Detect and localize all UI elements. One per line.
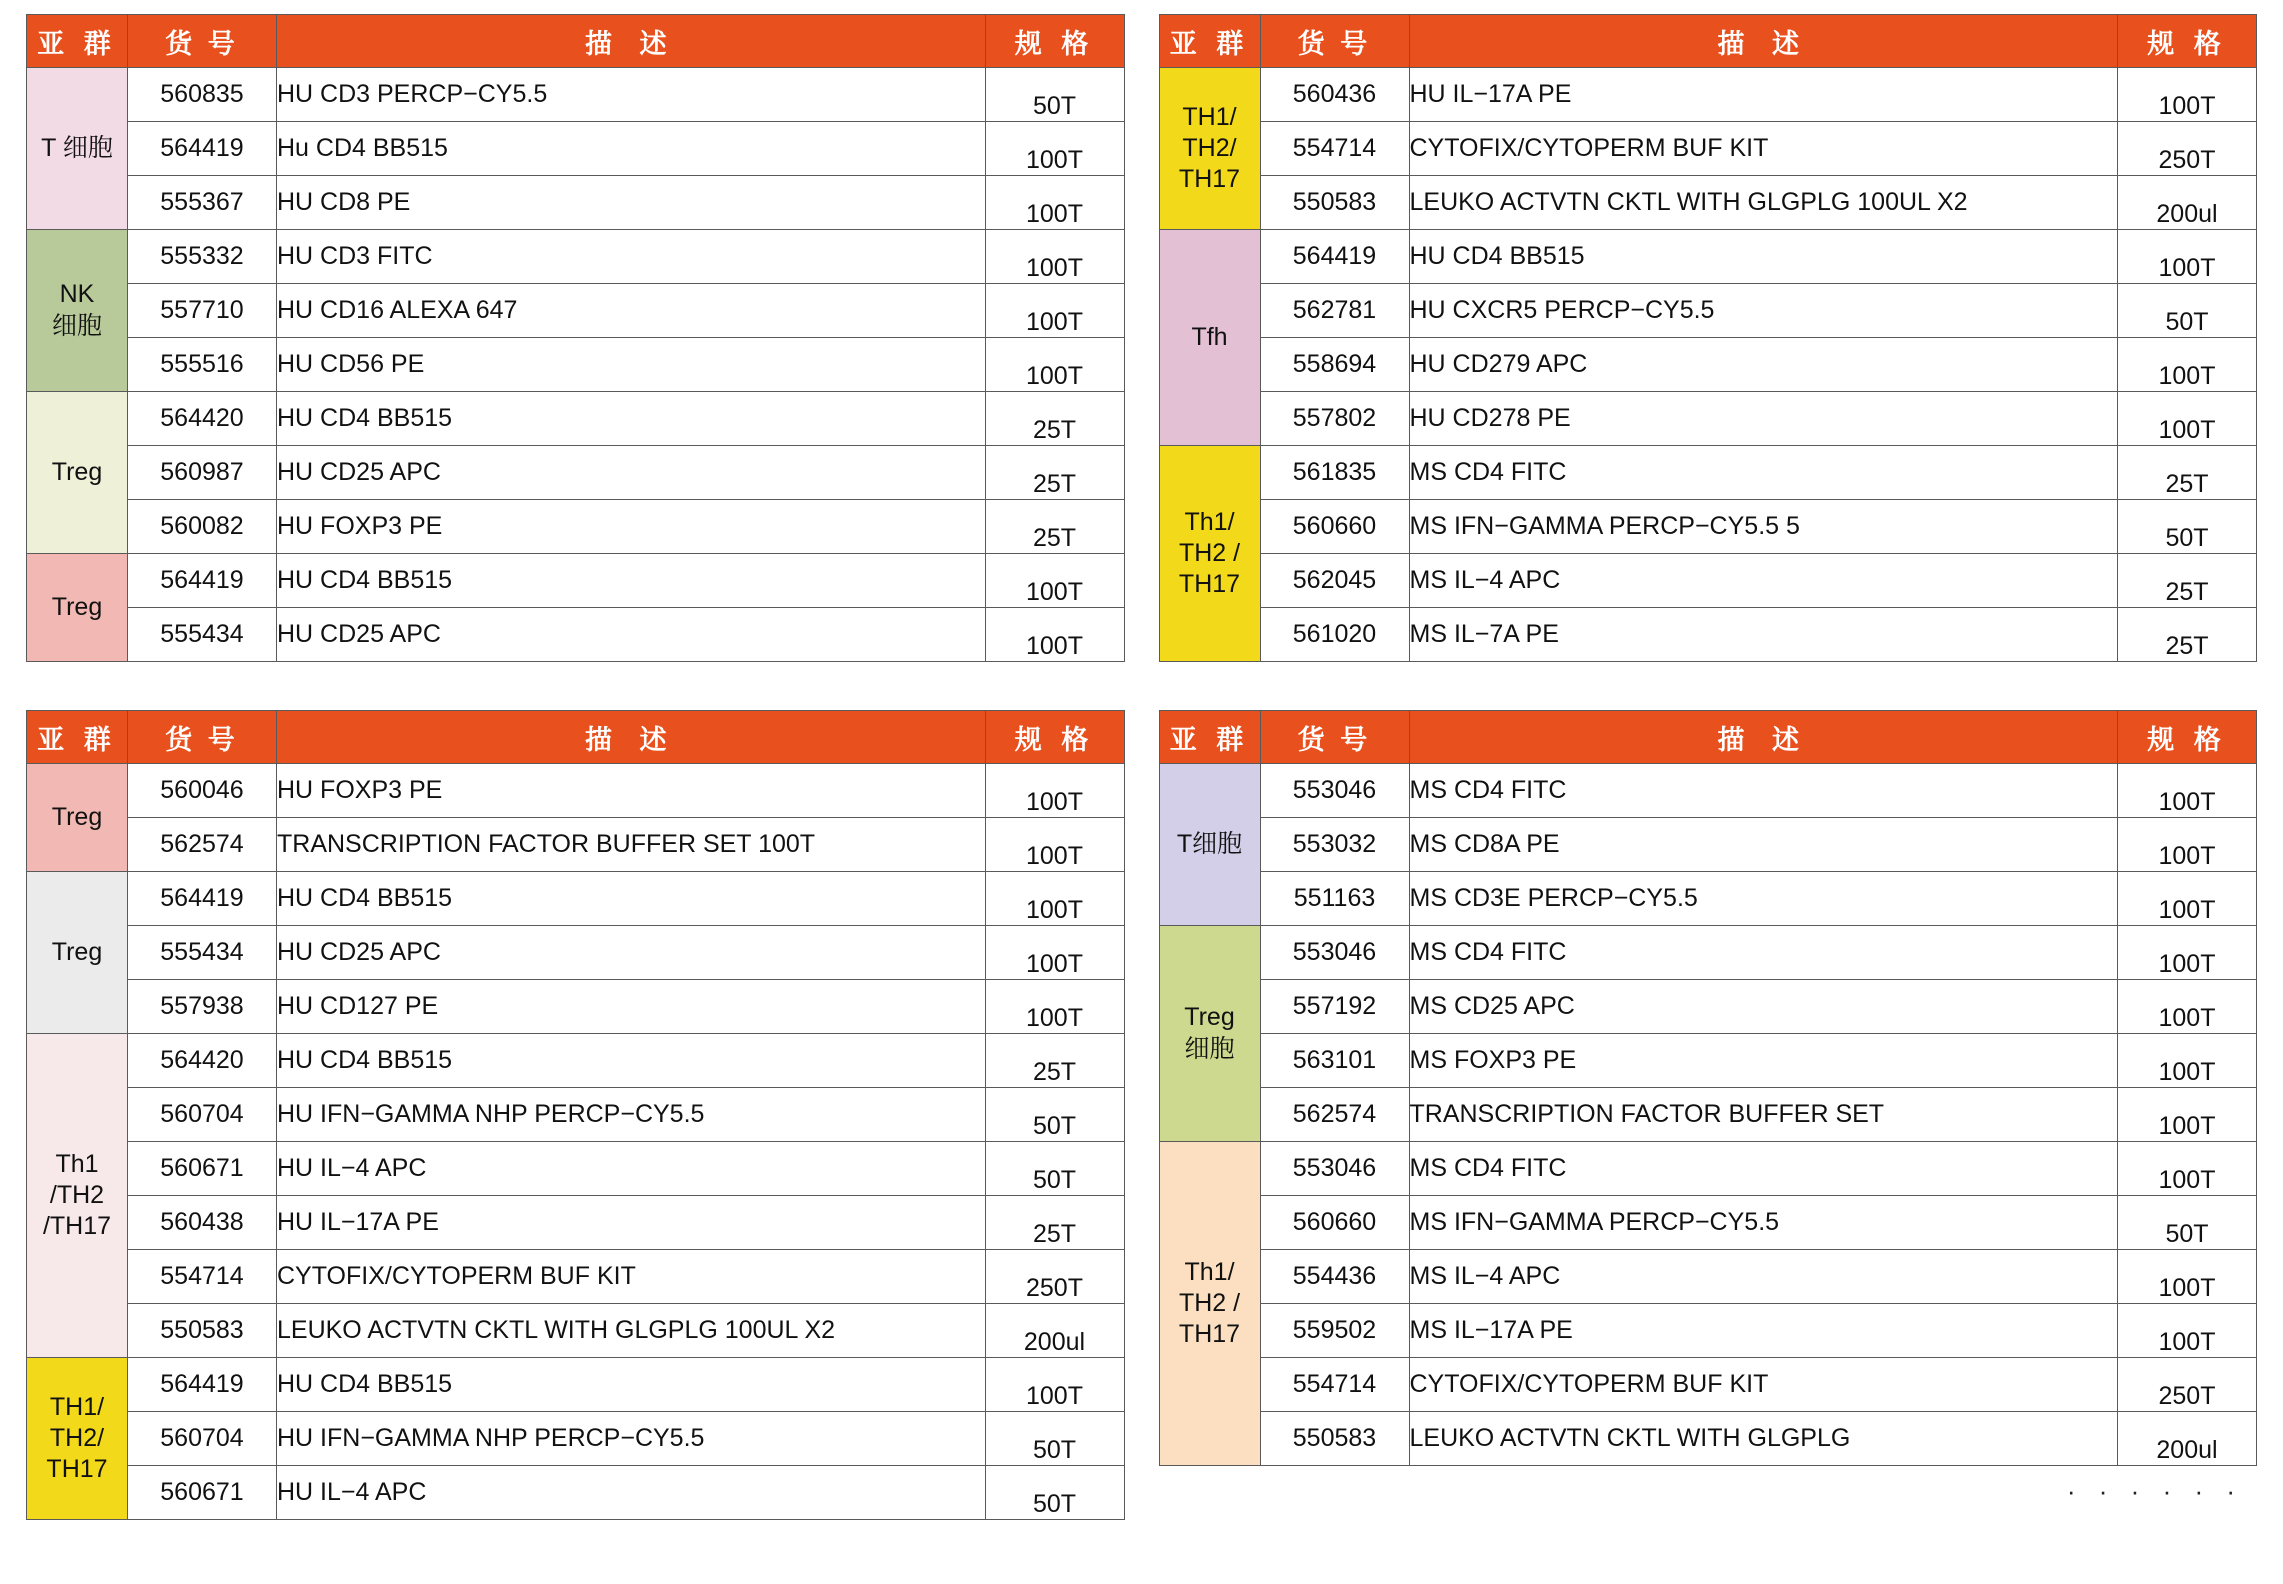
description-cell: MS IL−4 APC bbox=[1409, 1250, 2118, 1304]
catalog-cell: 555434 bbox=[128, 926, 277, 980]
catalog-cell: 554714 bbox=[1260, 122, 1409, 176]
catalog-cell: 560671 bbox=[128, 1466, 277, 1520]
description-cell: HU CD16 ALEXA 647 bbox=[277, 284, 986, 338]
table-row bbox=[27, 554, 1125, 608]
table-row bbox=[27, 764, 1125, 818]
column-header-group: 亚 群 bbox=[1159, 15, 1260, 68]
table-row bbox=[27, 608, 1125, 662]
table-row bbox=[1159, 392, 2257, 446]
table-row bbox=[27, 1304, 1125, 1358]
spec-cell: 200ul bbox=[985, 1304, 1124, 1358]
table-row bbox=[1159, 1250, 2257, 1304]
column-header-spec: 规 格 bbox=[2118, 711, 2257, 764]
description-cell: HU CD3 PERCP−CY5.5 bbox=[277, 68, 986, 122]
description-cell: MS CD4 FITC bbox=[1409, 764, 2118, 818]
catalog-cell: 562574 bbox=[1260, 1088, 1409, 1142]
group-cell: Tfh bbox=[1159, 230, 1260, 446]
table-row bbox=[1159, 338, 2257, 392]
catalog-cell: 553046 bbox=[1260, 1142, 1409, 1196]
table-row bbox=[27, 1250, 1125, 1304]
catalog-cell: 561020 bbox=[1260, 608, 1409, 662]
table-row bbox=[1159, 1412, 2257, 1466]
description-cell: HU CD4 BB515 bbox=[277, 1358, 986, 1412]
table-row bbox=[27, 1142, 1125, 1196]
table-row bbox=[1159, 176, 2257, 230]
table-row bbox=[27, 1412, 1125, 1466]
table-row bbox=[27, 122, 1125, 176]
spec-cell: 25T bbox=[985, 1034, 1124, 1088]
description-cell: MS CD4 FITC bbox=[1409, 926, 2118, 980]
group-cell: NK 细胞 bbox=[27, 230, 128, 392]
group-cell: T 细胞 bbox=[27, 68, 128, 230]
catalog-cell: 550583 bbox=[1260, 1412, 1409, 1466]
description-cell: HU FOXP3 PE bbox=[277, 764, 986, 818]
spec-cell: 50T bbox=[2118, 500, 2257, 554]
description-cell: HU FOXP3 PE bbox=[277, 500, 986, 554]
catalog-cell: 564420 bbox=[128, 392, 277, 446]
catalog-cell: 551163 bbox=[1260, 872, 1409, 926]
catalog-cell: 564419 bbox=[128, 554, 277, 608]
catalog-cell: 557938 bbox=[128, 980, 277, 1034]
catalog-cell: 553032 bbox=[1260, 818, 1409, 872]
catalog-cell: 560438 bbox=[128, 1196, 277, 1250]
description-cell: CYTOFIX/CYTOPERM BUF KIT bbox=[1409, 1358, 2118, 1412]
description-cell: HU CXCR5 PERCP−CY5.5 bbox=[1409, 284, 2118, 338]
spec-cell: 100T bbox=[2118, 818, 2257, 872]
catalog-cell: 557192 bbox=[1260, 980, 1409, 1034]
reagent-table bbox=[26, 14, 1125, 662]
catalog-cell: 564419 bbox=[128, 1358, 277, 1412]
spec-cell: 25T bbox=[2118, 608, 2257, 662]
catalog-cell: 557802 bbox=[1260, 392, 1409, 446]
catalog-cell: 564420 bbox=[128, 1034, 277, 1088]
catalog-cell: 561835 bbox=[1260, 446, 1409, 500]
catalog-cell: 555516 bbox=[128, 338, 277, 392]
spec-cell: 25T bbox=[985, 392, 1124, 446]
catalog-cell: 560704 bbox=[128, 1412, 277, 1466]
description-cell: HU CD4 BB515 bbox=[1409, 230, 2118, 284]
spec-cell: 100T bbox=[985, 338, 1124, 392]
spec-cell: 250T bbox=[2118, 1358, 2257, 1412]
spec-cell: 100T bbox=[985, 122, 1124, 176]
table-row bbox=[1159, 446, 2257, 500]
column-header-description: 描 述 bbox=[277, 711, 986, 764]
table-row bbox=[27, 1034, 1125, 1088]
group-cell: Treg bbox=[27, 554, 128, 662]
column-header-catalog: 货 号 bbox=[1260, 711, 1409, 764]
spec-cell: 100T bbox=[985, 980, 1124, 1034]
table-row bbox=[27, 1088, 1125, 1142]
spec-cell: 100T bbox=[2118, 1142, 2257, 1196]
group-cell: Th1/ TH2 / TH17 bbox=[1159, 1142, 1260, 1466]
description-cell: HU IFN−GAMMA NHP PERCP−CY5.5 bbox=[277, 1088, 986, 1142]
spec-cell: 25T bbox=[985, 446, 1124, 500]
table-row bbox=[27, 1196, 1125, 1250]
catalog-cell: 564419 bbox=[128, 122, 277, 176]
spec-cell: 100T bbox=[2118, 764, 2257, 818]
table-row bbox=[1159, 68, 2257, 122]
column-header-spec: 规 格 bbox=[985, 711, 1124, 764]
catalog-cell: 562574 bbox=[128, 818, 277, 872]
group-cell: Th1/ TH2 / TH17 bbox=[1159, 446, 1260, 662]
table-row bbox=[1159, 230, 2257, 284]
table-row bbox=[27, 500, 1125, 554]
catalog-cell: 560082 bbox=[128, 500, 277, 554]
column-header-group: 亚 群 bbox=[27, 711, 128, 764]
description-cell: MS IL−4 APC bbox=[1409, 554, 2118, 608]
spec-cell: 50T bbox=[2118, 1196, 2257, 1250]
table-block-bottom-left bbox=[26, 710, 1125, 1520]
continuation-dots: · · · · · · bbox=[2066, 1476, 2243, 1506]
table-block-top-right bbox=[1159, 14, 2258, 662]
spec-cell: 100T bbox=[985, 284, 1124, 338]
description-cell: HU IFN−GAMMA NHP PERCP−CY5.5 bbox=[277, 1412, 986, 1466]
catalog-cell: 560987 bbox=[128, 446, 277, 500]
description-cell: HU CD278 PE bbox=[1409, 392, 2118, 446]
spec-cell: 100T bbox=[2118, 1088, 2257, 1142]
description-cell: LEUKO ACTVTN CKTL WITH GLGPLG 100UL X2 bbox=[1409, 176, 2118, 230]
table-row bbox=[27, 872, 1125, 926]
catalog-cell: 560704 bbox=[128, 1088, 277, 1142]
table-row bbox=[27, 392, 1125, 446]
table-row bbox=[1159, 1304, 2257, 1358]
spec-cell: 100T bbox=[2118, 980, 2257, 1034]
group-cell: Treg bbox=[27, 872, 128, 1034]
spec-cell: 100T bbox=[2118, 230, 2257, 284]
group-cell: Th1 /TH2 /TH17 bbox=[27, 1034, 128, 1358]
spec-cell: 100T bbox=[2118, 338, 2257, 392]
column-header-description: 描 述 bbox=[1409, 15, 2118, 68]
table-row bbox=[1159, 1196, 2257, 1250]
description-cell: HU CD4 BB515 bbox=[277, 1034, 986, 1088]
description-cell: MS IL−17A PE bbox=[1409, 1304, 2118, 1358]
catalog-cell: 550583 bbox=[1260, 176, 1409, 230]
table-row bbox=[1159, 554, 2257, 608]
catalog-cell: 560046 bbox=[128, 764, 277, 818]
description-cell: HU CD4 BB515 bbox=[277, 872, 986, 926]
spec-cell: 200ul bbox=[2118, 1412, 2257, 1466]
spec-cell: 100T bbox=[2118, 68, 2257, 122]
table-row bbox=[1159, 1142, 2257, 1196]
description-cell: MS FOXP3 PE bbox=[1409, 1034, 2118, 1088]
table-row bbox=[1159, 764, 2257, 818]
catalog-cell: 550583 bbox=[128, 1304, 277, 1358]
table-row bbox=[27, 446, 1125, 500]
catalog-cell: 555367 bbox=[128, 176, 277, 230]
catalog-cell: 562781 bbox=[1260, 284, 1409, 338]
spec-cell: 100T bbox=[985, 818, 1124, 872]
column-header-catalog: 货 号 bbox=[1260, 15, 1409, 68]
spec-cell: 100T bbox=[2118, 1304, 2257, 1358]
column-header-catalog: 货 号 bbox=[128, 15, 277, 68]
spec-cell: 50T bbox=[985, 1466, 1124, 1520]
column-header-group: 亚 群 bbox=[27, 15, 128, 68]
description-cell: MS CD3E PERCP−CY5.5 bbox=[1409, 872, 2118, 926]
column-header-spec: 规 格 bbox=[2118, 15, 2257, 68]
table-row bbox=[27, 980, 1125, 1034]
description-cell: HU CD25 APC bbox=[277, 446, 986, 500]
group-cell: T细胞 bbox=[1159, 764, 1260, 926]
group-cell: TH1/ TH2/ TH17 bbox=[27, 1358, 128, 1520]
spec-cell: 100T bbox=[985, 872, 1124, 926]
description-cell: HU CD127 PE bbox=[277, 980, 986, 1034]
spec-cell: 250T bbox=[985, 1250, 1124, 1304]
catalog-cell: 564419 bbox=[128, 872, 277, 926]
table-row bbox=[27, 176, 1125, 230]
catalog-cell: 555434 bbox=[128, 608, 277, 662]
spec-cell: 100T bbox=[985, 608, 1124, 662]
catalog-cell: 555332 bbox=[128, 230, 277, 284]
spec-cell: 100T bbox=[2118, 1250, 2257, 1304]
catalog-cell: 553046 bbox=[1260, 926, 1409, 980]
table-row bbox=[1159, 608, 2257, 662]
description-cell: LEUKO ACTVTN CKTL WITH GLGPLG bbox=[1409, 1412, 2118, 1466]
table-row bbox=[27, 230, 1125, 284]
table-block-top-left bbox=[26, 14, 1125, 662]
catalog-cell: 564419 bbox=[1260, 230, 1409, 284]
table-row bbox=[27, 284, 1125, 338]
table-row bbox=[1159, 818, 2257, 872]
spec-cell: 100T bbox=[2118, 1034, 2257, 1088]
column-header-description: 描 述 bbox=[1409, 711, 2118, 764]
catalog-cell: 560660 bbox=[1260, 1196, 1409, 1250]
description-cell: HU IL−17A PE bbox=[1409, 68, 2118, 122]
table-row bbox=[1159, 500, 2257, 554]
description-cell: HU CD25 APC bbox=[277, 926, 986, 980]
description-cell: MS CD25 APC bbox=[1409, 980, 2118, 1034]
spec-cell: 25T bbox=[985, 1196, 1124, 1250]
description-cell: MS IL−7A PE bbox=[1409, 608, 2118, 662]
reagent-table bbox=[26, 710, 1125, 1520]
column-header-group: 亚 群 bbox=[1159, 711, 1260, 764]
spec-cell: 200ul bbox=[2118, 176, 2257, 230]
catalog-cell: 557710 bbox=[128, 284, 277, 338]
catalog-cell: 560835 bbox=[128, 68, 277, 122]
table-row bbox=[27, 926, 1125, 980]
description-cell: CYTOFIX/CYTOPERM BUF KIT bbox=[1409, 122, 2118, 176]
description-cell: HU CD3 FITC bbox=[277, 230, 986, 284]
description-cell: MS CD4 FITC bbox=[1409, 1142, 2118, 1196]
column-header-catalog: 货 号 bbox=[128, 711, 277, 764]
catalog-cell: 554714 bbox=[128, 1250, 277, 1304]
spec-cell: 50T bbox=[985, 1142, 1124, 1196]
spec-cell: 250T bbox=[2118, 122, 2257, 176]
table-row bbox=[27, 818, 1125, 872]
group-cell: Treg bbox=[27, 392, 128, 554]
description-cell: HU IL−17A PE bbox=[277, 1196, 986, 1250]
table-row bbox=[1159, 926, 2257, 980]
catalog-cell: 558694 bbox=[1260, 338, 1409, 392]
spec-cell: 25T bbox=[985, 500, 1124, 554]
group-cell: TH1/ TH2/ TH17 bbox=[1159, 68, 1260, 230]
spec-cell: 50T bbox=[985, 68, 1124, 122]
table-row bbox=[1159, 1358, 2257, 1412]
description-cell: MS CD4 FITC bbox=[1409, 446, 2118, 500]
description-cell: HU CD4 BB515 bbox=[277, 554, 986, 608]
spec-cell: 100T bbox=[2118, 926, 2257, 980]
spec-cell: 50T bbox=[2118, 284, 2257, 338]
table-row bbox=[27, 1466, 1125, 1520]
catalog-cell: 560660 bbox=[1260, 500, 1409, 554]
spec-cell: 25T bbox=[2118, 554, 2257, 608]
spec-cell: 100T bbox=[985, 926, 1124, 980]
description-cell: HU CD56 PE bbox=[277, 338, 986, 392]
description-cell: TRANSCRIPTION FACTOR BUFFER SET 100T bbox=[277, 818, 986, 872]
table-row bbox=[1159, 1088, 2257, 1142]
reagent-table bbox=[1159, 710, 2258, 1466]
description-cell: HU CD279 APC bbox=[1409, 338, 2118, 392]
description-cell: CYTOFIX/CYTOPERM BUF KIT bbox=[277, 1250, 986, 1304]
catalog-cell: 563101 bbox=[1260, 1034, 1409, 1088]
spec-cell: 100T bbox=[985, 230, 1124, 284]
table-row bbox=[1159, 284, 2257, 338]
description-cell: TRANSCRIPTION FACTOR BUFFER SET bbox=[1409, 1088, 2118, 1142]
spec-cell: 100T bbox=[985, 764, 1124, 818]
catalog-cell: 553046 bbox=[1260, 764, 1409, 818]
catalog-cell: 560436 bbox=[1260, 68, 1409, 122]
table-row bbox=[1159, 1034, 2257, 1088]
catalog-cell: 562045 bbox=[1260, 554, 1409, 608]
spec-cell: 100T bbox=[2118, 392, 2257, 446]
table-row bbox=[1159, 980, 2257, 1034]
spec-cell: 100T bbox=[985, 1358, 1124, 1412]
description-cell: MS IFN−GAMMA PERCP−CY5.5 5 bbox=[1409, 500, 2118, 554]
spec-cell: 50T bbox=[985, 1412, 1124, 1466]
spec-cell: 100T bbox=[985, 176, 1124, 230]
table-row bbox=[27, 338, 1125, 392]
table-block-bottom-right bbox=[1159, 710, 2258, 1520]
description-cell: MS CD8A PE bbox=[1409, 818, 2118, 872]
table-row bbox=[1159, 122, 2257, 176]
spec-cell: 25T bbox=[2118, 446, 2257, 500]
column-header-spec: 规 格 bbox=[985, 15, 1124, 68]
description-cell: HU CD25 APC bbox=[277, 608, 986, 662]
description-cell: HU CD8 PE bbox=[277, 176, 986, 230]
table-row bbox=[27, 1358, 1125, 1412]
catalog-cell: 560671 bbox=[128, 1142, 277, 1196]
spec-cell: 100T bbox=[985, 554, 1124, 608]
catalog-cell: 554714 bbox=[1260, 1358, 1409, 1412]
group-cell: Treg 细胞 bbox=[1159, 926, 1260, 1142]
description-cell: Hu CD4 BB515 bbox=[277, 122, 986, 176]
column-header-description: 描 述 bbox=[277, 15, 986, 68]
description-cell: HU IL−4 APC bbox=[277, 1142, 986, 1196]
description-cell: HU CD4 BB515 bbox=[277, 392, 986, 446]
table-row bbox=[27, 68, 1125, 122]
description-cell: MS IFN−GAMMA PERCP−CY5.5 bbox=[1409, 1196, 2118, 1250]
spec-cell: 50T bbox=[985, 1088, 1124, 1142]
catalog-cell: 559502 bbox=[1260, 1304, 1409, 1358]
reagent-table bbox=[1159, 14, 2258, 662]
table-row bbox=[1159, 872, 2257, 926]
spec-cell: 100T bbox=[2118, 872, 2257, 926]
group-cell: Treg bbox=[27, 764, 128, 872]
description-cell: LEUKO ACTVTN CKTL WITH GLGPLG 100UL X2 bbox=[277, 1304, 986, 1358]
description-cell: HU IL−4 APC bbox=[277, 1466, 986, 1520]
catalog-cell: 554436 bbox=[1260, 1250, 1409, 1304]
